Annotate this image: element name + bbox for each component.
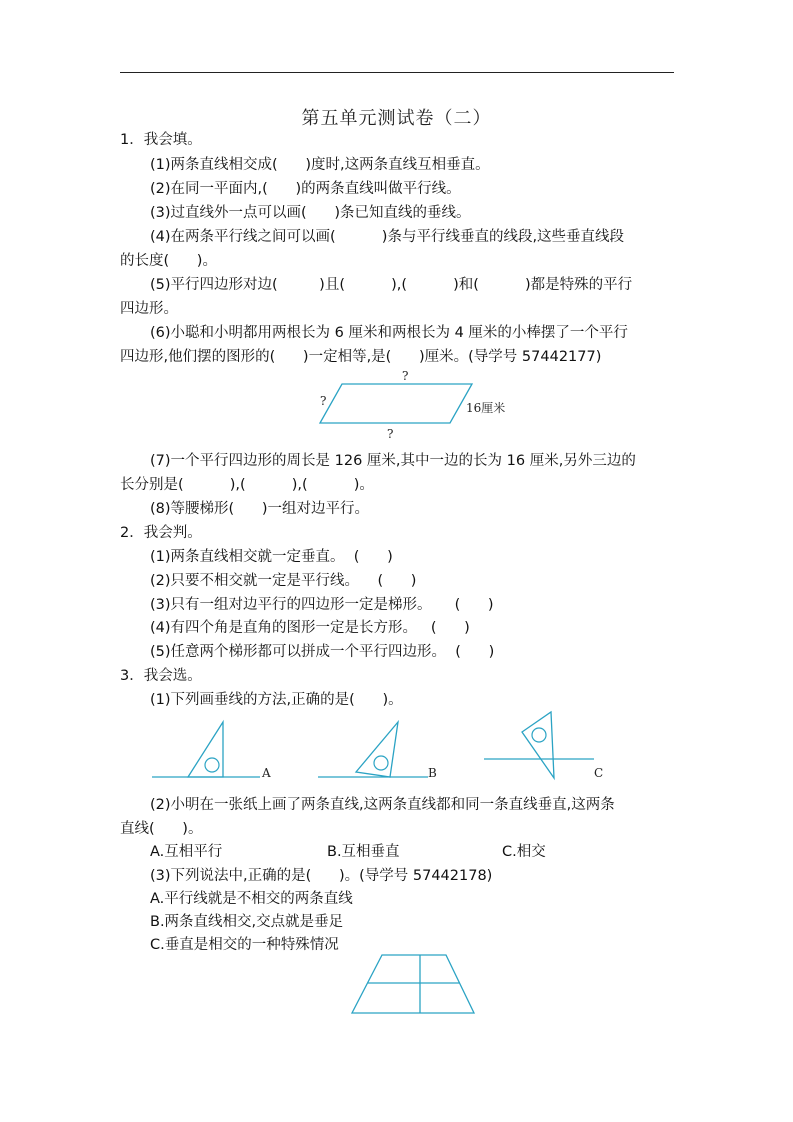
trapezoid-figure: [352, 955, 474, 1013]
parallelogram-top-label: ?: [402, 369, 409, 383]
q2-5: (5)任意两个梯形都可以拼成一个平行四边形。 ( ): [150, 644, 495, 660]
parallelogram-left-label: ?: [320, 394, 327, 408]
q1-4: (4)在两条平行线之间可以画( )条与平行线垂直的线段,这些垂直线段: [150, 229, 625, 245]
q1-6-cont: 四边形,他们摆的图形的( )一定相等,是( )厘米。(导学号 57442177): [120, 349, 602, 365]
q3-2-option-c: C.相交: [502, 844, 546, 860]
figure-c-label: C: [594, 766, 604, 780]
q3-2-option-b: B.互相垂直: [327, 844, 400, 860]
q1-3: (3)过直线外一点可以画( )条已知直线的垂线。: [150, 205, 471, 221]
q3-3-option-c: C.垂直是相交的一种特殊情况: [150, 937, 339, 953]
q3-2: (2)小明在一张纸上画了两条直线,这两条直线都和同一条直线垂直,这两条: [150, 797, 615, 813]
q3-3-option-b: B.两条直线相交,交点就是垂足: [150, 914, 344, 930]
parallelogram-right-label: 16厘米: [466, 401, 506, 415]
figure-a-label: A: [262, 766, 271, 780]
section-3-heading: 3．我会选。: [120, 668, 202, 684]
q2-1: (1)两条直线相交就一定垂直。 ( ): [150, 549, 393, 565]
parallelogram-bottom-label: ?: [387, 427, 394, 441]
page-title: 第五单元测试卷（二）: [301, 108, 492, 129]
parallelogram-figure: [320, 369, 505, 441]
q1-8: (8)等腰梯形( )一组对边平行。: [150, 501, 370, 517]
q1-5-cont: 四边形。: [120, 301, 178, 317]
figure-b-label: B: [428, 766, 437, 780]
q1-2: (2)在同一平面内,( )的两条直线叫做平行线。: [150, 181, 461, 197]
q1-7-cont: 长分别是( ),( ),( )。: [120, 477, 374, 493]
q1-4-cont: 的长度( )。: [120, 253, 217, 269]
q3-2-cont: 直线( )。: [120, 821, 203, 837]
q2-3: (3)只有一组对边平行的四边形一定是梯形。 ( ): [150, 597, 494, 613]
q2-2: (2)只要不相交就一定是平行线。 ( ): [150, 573, 417, 589]
q1-5: (5)平行四边形对边( )且( ),( )和( )都是特殊的平行: [150, 277, 633, 293]
q1-7: (7)一个平行四边形的周长是 126 厘米,其中一边的长为 16 厘米,另外三边的: [150, 453, 636, 469]
q3-3: (3)下列说法中,正确的是( )。(导学号 57442178): [150, 868, 493, 884]
q3-2-option-a: A.互相平行: [150, 844, 223, 860]
section-2-heading: 2．我会判。: [120, 525, 202, 541]
q2-4: (4)有四个角是直角的图形一定是长方形。 ( ): [150, 620, 470, 636]
figure-a-set-square: [152, 722, 271, 780]
q1-1: (1)两条直线相交成( )度时,这两条直线互相垂直。: [150, 157, 490, 173]
section-1-heading: 1．我会填。: [120, 132, 202, 148]
q3-3-option-a: A.平行线就是不相交的两条直线: [150, 891, 353, 907]
q3-1: (1)下列画垂线的方法,正确的是( )。: [150, 692, 403, 708]
figure-c-set-square: [484, 712, 603, 780]
figure-b-set-square: [318, 722, 437, 780]
q1-6: (6)小聪和小明都用两根长为 6 厘米和两根长为 4 厘米的小棒摆了一个平行: [150, 325, 628, 341]
